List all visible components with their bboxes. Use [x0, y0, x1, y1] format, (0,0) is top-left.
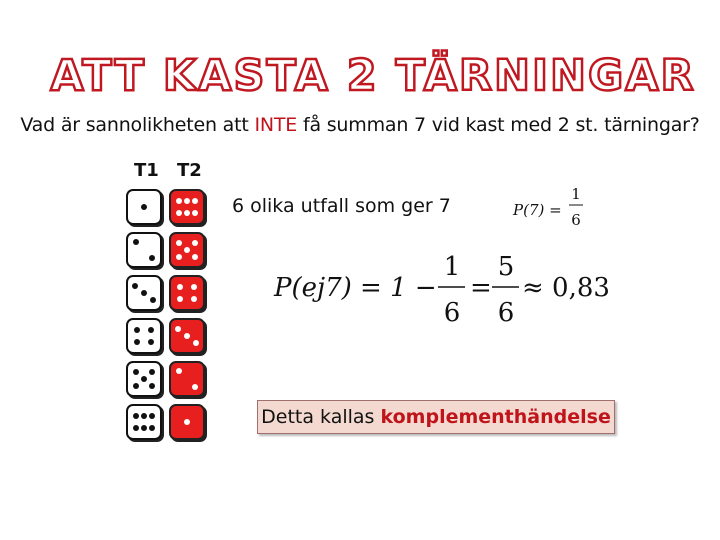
die-pip — [149, 425, 155, 431]
title-text: ATT KASTA 2 TÄRNINGAR — [50, 51, 696, 101]
note-prefix: Detta kallas — [261, 406, 381, 428]
column-header-t2: T2 — [177, 160, 202, 181]
die-pip — [177, 284, 183, 290]
die-t1-6 — [126, 404, 162, 440]
die-t2-4 — [169, 318, 205, 354]
die-t1-2 — [126, 232, 162, 268]
die-pip — [176, 198, 182, 204]
die-pip — [177, 296, 183, 302]
die-t2-3 — [169, 275, 205, 311]
formula-lhs: P(ej7) = 1 − — [274, 273, 437, 303]
die-pip — [184, 333, 190, 339]
outcomes-text: 6 olika utfall som ger 7 — [232, 195, 451, 217]
die-pip — [184, 198, 190, 204]
die-pip — [141, 425, 147, 431]
die-pip — [176, 240, 182, 246]
die-t2-6 — [169, 404, 205, 440]
die-pip — [192, 384, 198, 390]
die-t1-4 — [126, 318, 162, 354]
die-pip — [148, 339, 154, 345]
die-pip — [149, 255, 155, 261]
die-pip — [176, 210, 182, 216]
die-pip — [133, 425, 139, 431]
question-after: få summan 7 vid kast med 2 st. tärningar? — [297, 114, 700, 136]
die-pip — [184, 247, 190, 253]
column-header-t1: T1 — [134, 160, 159, 181]
die-pip — [184, 210, 190, 216]
question-highlight: INTE — [254, 114, 298, 136]
formula-frac1-denominator: 6 — [443, 298, 461, 328]
die-pip — [191, 296, 197, 302]
complement-note — [257, 400, 615, 434]
p7-lhs: P(7) = — [513, 201, 562, 219]
die-t2-2 — [169, 232, 205, 268]
die-pip — [141, 376, 147, 382]
die-pip — [132, 283, 138, 289]
die-pip — [133, 369, 139, 375]
formula-frac1-numerator: 1 — [443, 252, 461, 282]
page-title — [0, 40, 720, 110]
die-t1-1 — [126, 189, 162, 225]
probability-seven-formula — [510, 180, 600, 240]
die-pip — [133, 413, 139, 419]
die-pip — [141, 413, 147, 419]
die-pip — [192, 240, 198, 246]
die-t2-5 — [169, 361, 205, 397]
die-pip — [184, 419, 190, 425]
p7-numerator: 1 — [571, 185, 581, 203]
die-pip — [133, 239, 139, 245]
die-pip — [149, 413, 155, 419]
die-pip — [141, 290, 147, 296]
die-pip — [148, 327, 154, 333]
p7-denominator: 6 — [571, 211, 581, 229]
question-before: Vad är sannolikheten att — [20, 114, 255, 136]
complement-formula — [272, 250, 617, 330]
die-t2-1 — [169, 189, 205, 225]
die-t1-3 — [126, 275, 162, 311]
note-highlight: komplementhändelse — [380, 406, 611, 428]
formula-frac2-denominator: 6 — [497, 298, 515, 328]
formula-approx: ≈ 0,83 — [522, 273, 610, 303]
die-pip — [175, 326, 181, 332]
formula-frac2-numerator: 5 — [497, 252, 515, 282]
die-pip — [192, 210, 198, 216]
die-pip — [193, 340, 199, 346]
question-text — [0, 114, 720, 136]
die-pip — [134, 327, 140, 333]
die-pip — [191, 284, 197, 290]
die-pip — [192, 254, 198, 260]
formula-equals: = — [470, 273, 492, 303]
die-pip — [192, 198, 198, 204]
die-pip — [149, 369, 155, 375]
die-pip — [149, 383, 155, 389]
die-pip — [133, 383, 139, 389]
die-pip — [176, 254, 182, 260]
die-pip — [134, 339, 140, 345]
die-pip — [150, 297, 156, 303]
die-pip — [176, 368, 182, 374]
die-t1-5 — [126, 361, 162, 397]
die-pip — [141, 204, 147, 210]
